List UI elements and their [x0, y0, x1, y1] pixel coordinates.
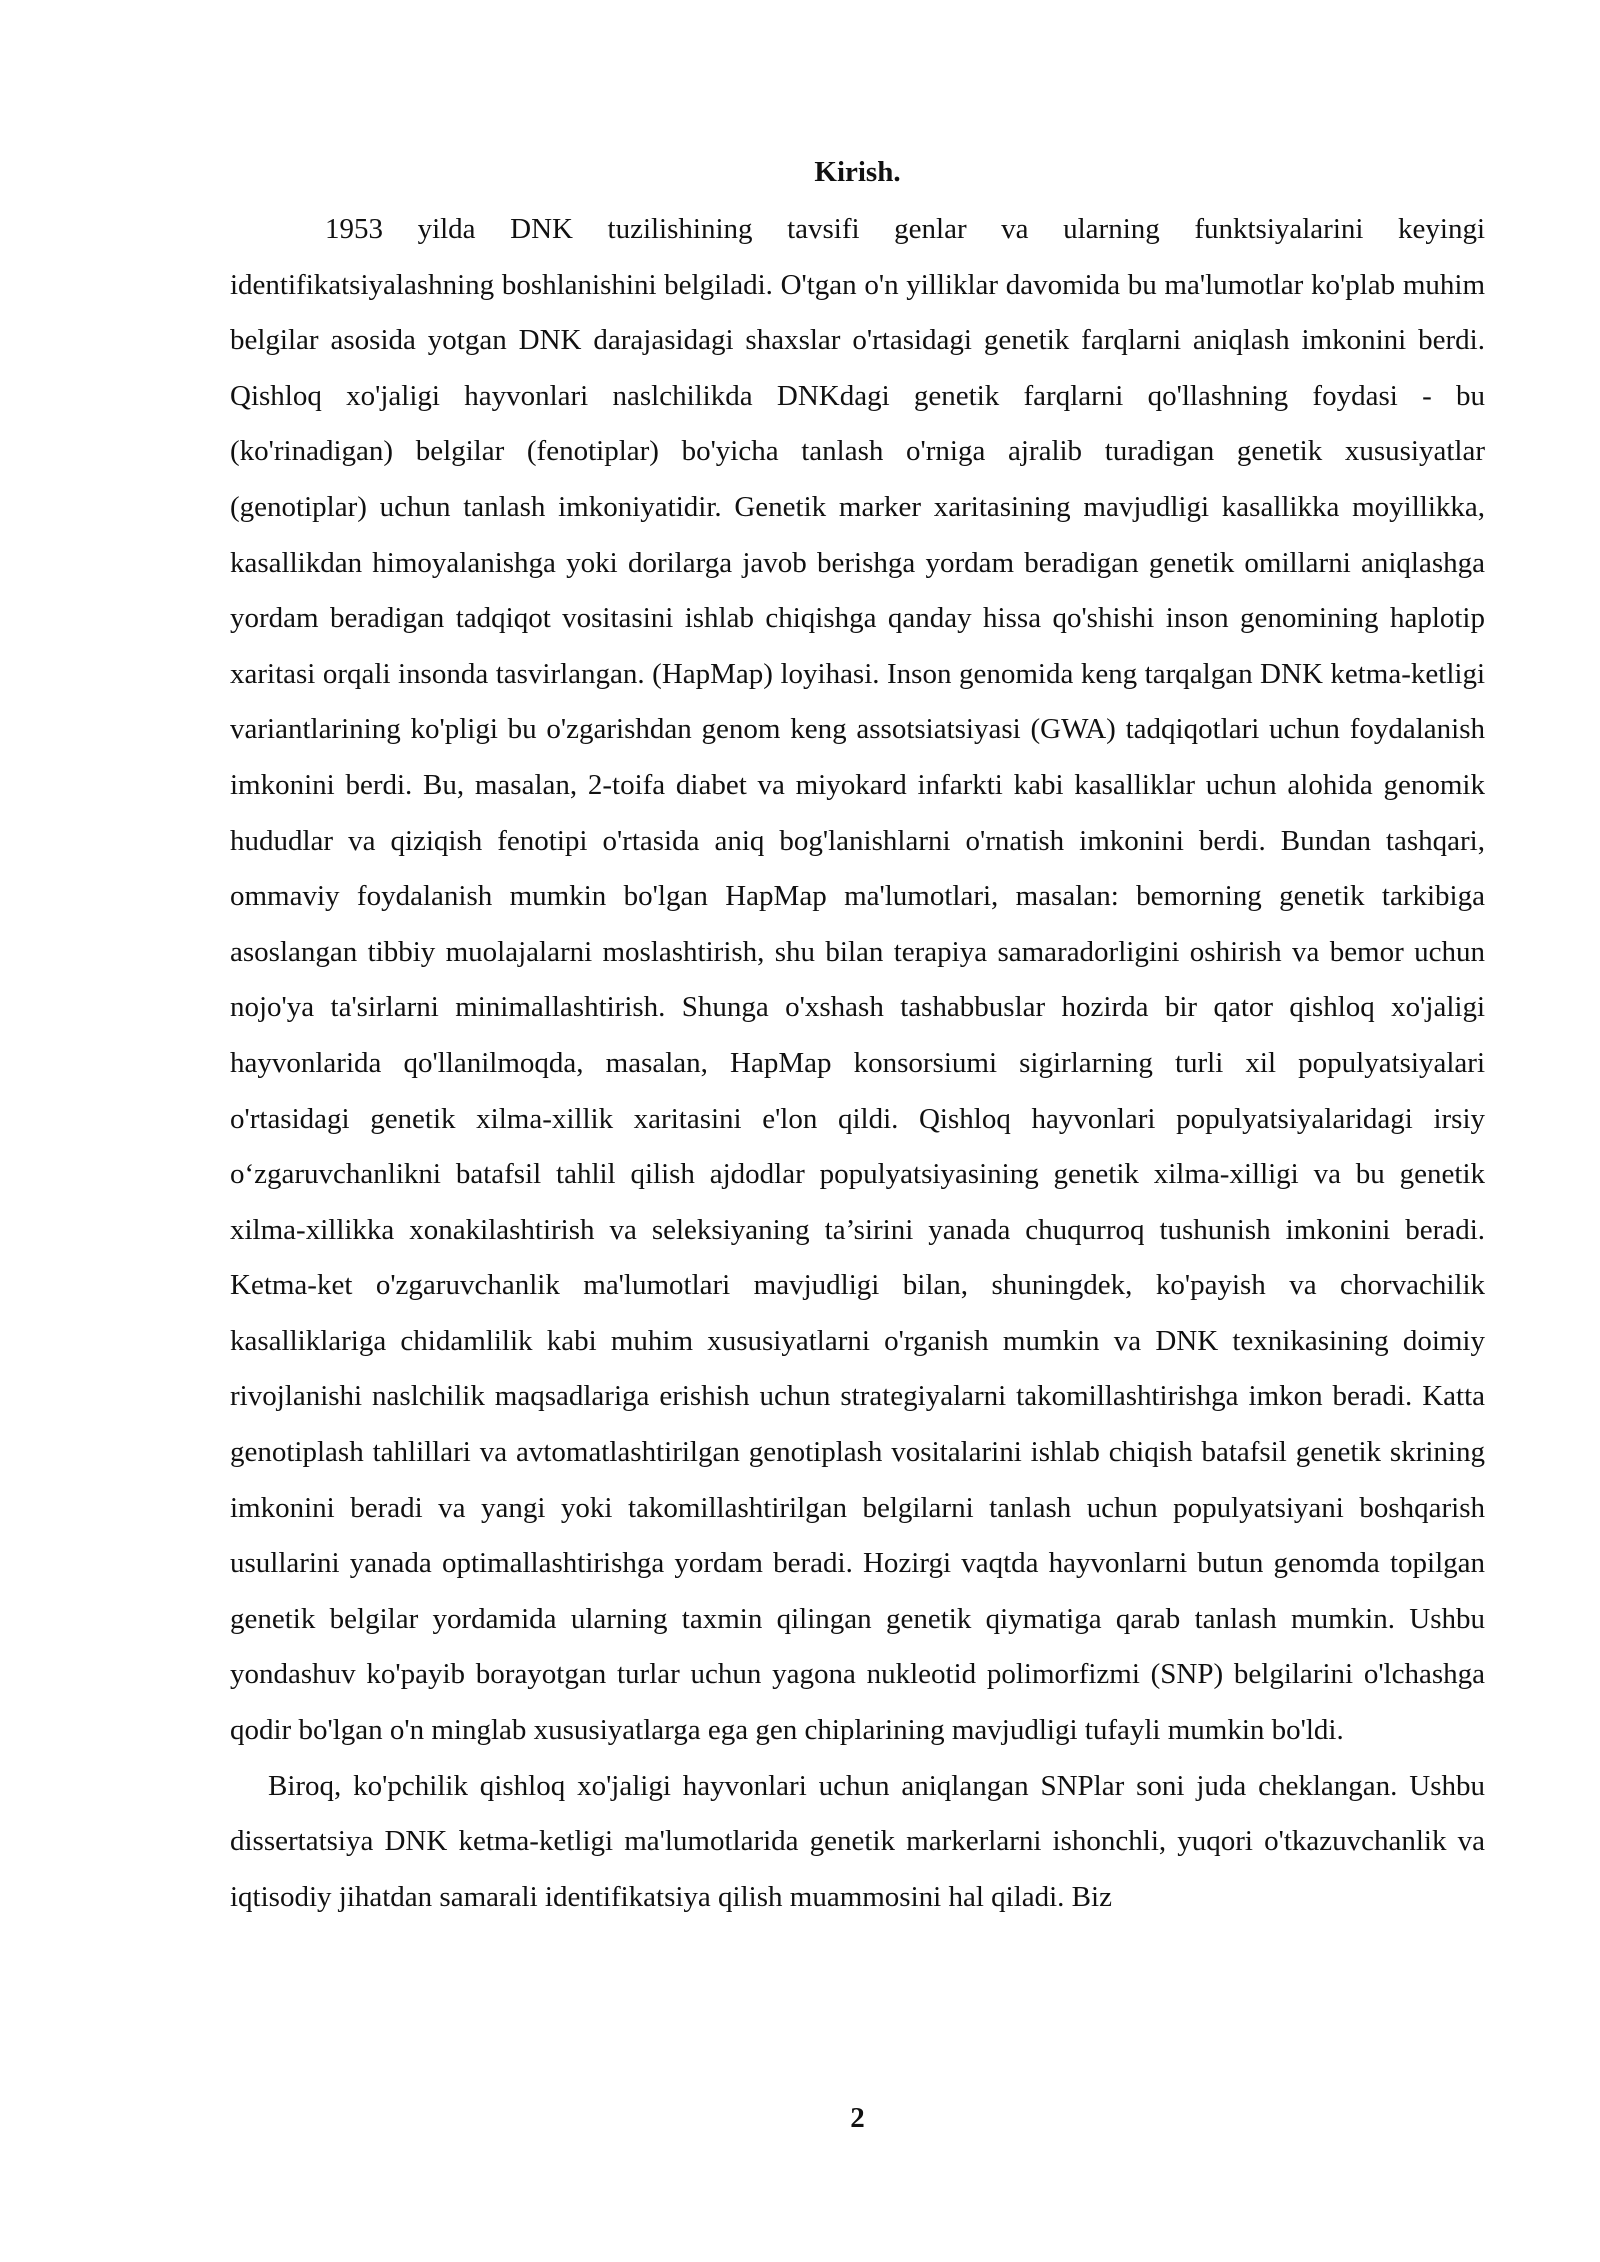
page-number: 2 [850, 2102, 865, 2134]
paragraph-2: Biroq, ko'pchilik qishloq xo'jaligi hayvonlari uchun aniqlangan SNPlar soni juda cheklangan. Ushbu dissertatsiya DNK ketma-ketligi ma'lumotlarida genetik markerlarni ishonchli, yuqori o'tkazuvchanlik va iqtisodiy jihatdan samarali identifikatsiya qilish muammosini hal qiladi. Biz [230, 1769, 1485, 1913]
paragraph-1: 1953 yilda DNK tuzilishining tavsifi genlar va ularning funktsiyalarini keyingi identifikatsiyalashning boshlanishini belgiladi. O'tgan o'n yilliklar davomida bu ma'lumotlar ko'plab muhim belgilar asosida yotgan DNK darajasidagi shaxslar o'rtasidagi genetik farqlarni aniqlash imkonini berdi. Qishloq xo'jaligi hayvonlari naslchilikda DNKdagi genetik farqlarni qo'llashning foydasi - bu (ko'rinadigan) belgilar (fenotiplar) bo'yicha tanlash o'rniga ajralib turadigan genetik xususiyatlar (genotiplar) uchun tanlash imkoniyatidir. Genetik marker xaritasining mavjudligi kasallikka moyillikka, kasallikdan himoyalanishga yoki dorilarga javob berishga yordam beradigan genetik omillarni aniqlashga yordam beradigan tadqiqot vositasini ishlab chiqishga qanday hissa qo'shishi inson genomining haplotip xaritasi orqali insonda tasvirlangan. (HapMap) loyihasi. Inson genomida keng tarqalgan DNK ketma-ketligi variantlarining ko'pligi bu o'zgarishdan genom keng assotsiatsiyasi (GWA) tadqiqotlari uchun foydalanish imkonini berdi. Bu, masalan, 2-toifa diabet va miyokard infarkti kabi kasalliklar uchun alohida genomik hududlar va qiziqish fenotipi o'rtasida aniq bog'lanishlarni o'rnatish imkonini berdi. Bundan tashqari, ommaviy foydalanish mumkin bo'lgan HapMap ma'lumotlari, masalan: bemorning genetik tarkibiga asoslangan tibbiy muolajalarni moslashtirish, shu bilan terapiya samaradorligini oshirish va bemor uchun nojo'ya ta'sirlarni minimallashtirish. Shunga o'xshash tashabbuslar hozirda bir qator qishloq xo'jaligi hayvonlarida qo'llanilmoqda, masalan, HapMap konsorsiumi sigirlarning turli xil populyatsiyalari o'rtasidagi genetik xilma-xillik xaritasini e'lon qildi. Qishloq hayvonlari populyatsiyalaridagi irsiy o‘zgaruvchanlikni batafsil tahlil qilish ajdodlar populyatsiyasining genetik xilma-xilligi va bu genetik xilma-xillikka xonakilashtirish va seleksiyaning ta’sirini yanada chuqurroq tushunish imkonini beradi. Ketma-ket o'zgaruvchanlik ma'lumotlari mavjudligi bilan, shuningdek, ko'payish va chorvachilik kasalliklariga chidamlilik kabi muhim xususiyatlarni o'rganish mumkin va DNK texnikasining doimiy rivojlanishi naslchilik maqsadlariga erishish uchun strategiyalarni takomillashtirishga imkon beradi. Katta genotiplash tahlillari va avtomatlashtirilgan genotiplash vositalarini ishlab chiqish batafsil genetik skrining imkonini beradi va yangi yoki takomillashtirilgan belgilarni tanlash uchun populyatsiyani boshqarish usullarini yanada optimallashtirishga yordam beradi. Hozirgi vaqtda hayvonlarni butun genomda topilgan genetik belgilar yordamida ularning taxmin qilingan genetik qiymatiga qarab tanlash mumkin. Ushbu yondashuv ko'payib borayotgan turlar uchun yagona nukleotid polimorfizmi (SNP) belgilarini o'lchashga qodir bo'lgan o'n minglab xususiyatlarga ega gen chiplarining mavjudligi tufayli mumkin bo'ldi. [230, 213, 1485, 1747]
body-text [230, 202, 1485, 1925]
page-title: Kirish. [814, 156, 901, 188]
